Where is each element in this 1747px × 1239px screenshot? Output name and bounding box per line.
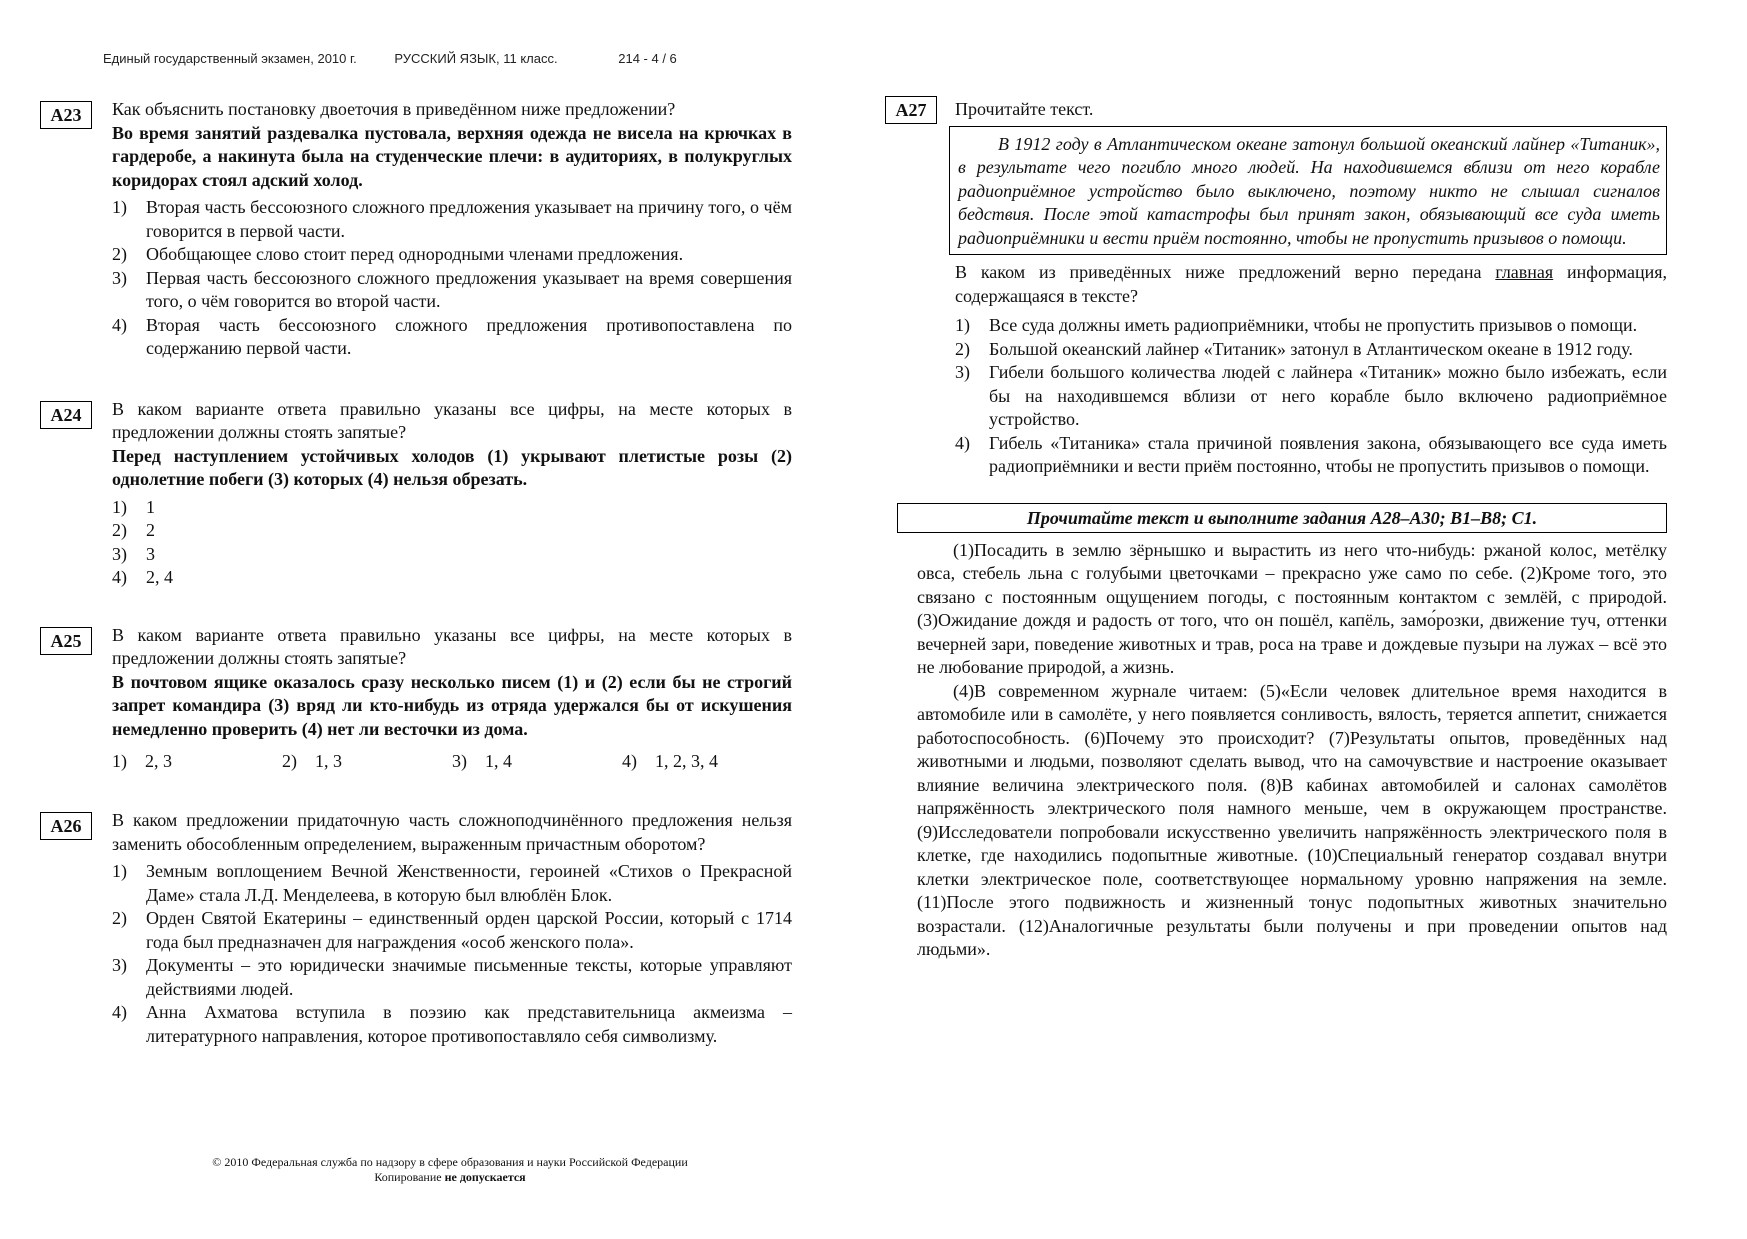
options-list bbox=[112, 860, 792, 1048]
option-4[interactable]: 4) Анна Ахматова вступила в поэзию как представительница акмеизма – литературного направления, которое противопоставляло себя символизму. bbox=[112, 1002, 792, 1046]
left-column bbox=[40, 98, 792, 1078]
task-intro: Прочитайте текст. bbox=[955, 99, 1094, 119]
quoted-passage: В 1912 году в Атлантическом океане затонул большой океанский лайнер «Титаник», в результате чего погибло много людей. На находившемся вблизи от него корабле радиоприёмное устройство было выключено, поэтому никто не слышал сигналов бедствия. После этой катастрофы был принят закон, обязывающий все суда иметь радиоприёмники и вести приём постоянно, чтобы не пропустить призывов о помощи. bbox=[949, 126, 1667, 256]
option-4[interactable]: 4) 2, 4 bbox=[112, 567, 173, 587]
task-id: A27 bbox=[885, 96, 937, 124]
option-1[interactable]: 1) Земным воплощением Вечной Женственности, героиней «Стихов о Прекрасной Даме» стала Л.Д. Менделеева, в которую был влюблён Блок. bbox=[112, 861, 792, 905]
option-1[interactable]: 1) 2, 3 bbox=[112, 751, 172, 771]
task-a23 bbox=[40, 98, 792, 361]
options-list bbox=[955, 314, 1667, 479]
option-1[interactable]: 1) 1 bbox=[112, 496, 155, 517]
option-3[interactable]: 3) Документы – это юридически значимые письменные тексты, которые управляют действиями людей. bbox=[112, 955, 792, 999]
options-row bbox=[112, 749, 792, 773]
reading-instructions-banner: Прочитайте текст и выполните задания А28–А30; В1–В8; С1. bbox=[897, 503, 1667, 533]
task-sentence: Перед наступлением устойчивых холодов (1) укрывают плетистые розы (2) однолетние побеги (3) которых (4) нельзя обрезать. bbox=[112, 445, 792, 489]
page-footer bbox=[170, 1155, 730, 1185]
option-3[interactable]: 3) 3 bbox=[112, 543, 155, 564]
task-a26 bbox=[40, 809, 792, 1048]
task-a25 bbox=[40, 624, 792, 774]
option-3[interactable]: 3) 1, 4 bbox=[452, 751, 512, 771]
options-list bbox=[112, 196, 792, 361]
exam-title: Единый государственный экзамен, 2010 г. bbox=[103, 51, 357, 66]
task-id: A23 bbox=[40, 101, 92, 129]
copy-notice: Копирование не допускается bbox=[374, 1170, 526, 1184]
option-2[interactable]: 2) 2 bbox=[112, 520, 155, 540]
task-sentence: В почтовом ящике оказалось сразу несколько писем (1) и (2) если бы не строгий запрет командира (3) вряд ли кто-нибудь из отряда удержался бы от искушения немедленно проверить (4) нет ли весточки из дома. bbox=[112, 671, 792, 739]
task-id: A24 bbox=[40, 401, 92, 429]
right-column bbox=[895, 98, 1667, 962]
option-4[interactable]: 4) Вторая часть бессоюзного сложного предложения противопоставлена по содержанию первой части. bbox=[112, 314, 792, 358]
text-paragraph: (1)Посадить в землю зёрнышко и вырастить из него что-нибудь: ржаной колос, метёлку овса, стебель льна с голубыми цветочками – прекрасно уже само по себе. (2)Кроме того, это связано с постоянным ощущением погоды, с постоянным контактом с землёй, с природой. (3)Ожидание дождя и радость от того, что он пошёл, капёль, замо́розки, движение туч, оттенки вечерней зари, поведение животных и трав, роса на траве и дождевые пузыри на лужах – всё это не любование природой, а жизнь. bbox=[917, 539, 1667, 677]
options-list bbox=[112, 496, 792, 590]
task-question: Как объяснить постановку двоеточия в приведённом ниже предложении? bbox=[112, 99, 676, 119]
task-question: В каком варианте ответа правильно указаны все цифры, на месте которых в предложении должны стоять запятые? bbox=[112, 398, 792, 442]
option-2[interactable]: 2) Орден Святой Екатерины – единственный орден царской России, который с 1714 года был предназначен для награждения «особ женского пола». bbox=[112, 908, 792, 952]
page-number: 214 - 4 / 6 bbox=[618, 51, 677, 66]
task-a27 bbox=[885, 98, 1667, 479]
option-1[interactable]: 1) Вторая часть бессоюзного сложного предложения указывает на причину того, о чём говорится в первой части. bbox=[112, 197, 792, 241]
task-question: В каком предложении придаточную часть сложноподчинённого предложения нельзя заменить обособленным определением, выраженным причастным оборотом? bbox=[112, 810, 792, 854]
option-3[interactable]: 3) Гибели большого количества людей с лайнера «Титаник» можно было избежать, если бы на находившемся вблизи от него корабле было включено радиоприёмное устройство. bbox=[955, 362, 1667, 429]
task-question: В каком из приведённых ниже предложений верно передана главная информация, содержащаяся в тексте? bbox=[955, 262, 1667, 306]
text-paragraph: (4)В современном журнале читаем: (5)«Если человек длительное время находится в автомобиле или в самолёте, у него появляется сонливость, вялость, теряется аппетит, снижается работоспособность. (6)Почему это происходит? (7)Результаты опытов, проведённых над животными и людьми, позволяют сделать вывод, что на самочувствие и настроение оказывает влияние величина электрического поля. (8)В кабинах автомобилей и салонах самолётов напряжённость электрического поля намного меньше, чем в окружающем пространстве. (9)Исследователи попробовали искусственно увеличить напряжённость электрического поля в клетке, где находились подопытные животные. (10)Специальный генератор создавал внутри клетки электрическое поле, соответствующее нормальному уровню напряжения на земле. (11)После этого подвижность и жизненный тонус подопытных животных значительно возрастали. (12)Аналогичные результаты были получены и при проведении опытов над людьми». bbox=[917, 680, 1667, 959]
reading-text bbox=[917, 539, 1667, 962]
option-2[interactable]: 2) Обобщающее слово стоит перед однородными членами предложения. bbox=[112, 244, 684, 264]
copyright-line: © 2010 Федеральная служба по надзору в сфере образования и науки Российской Федерации bbox=[212, 1155, 688, 1169]
option-1[interactable]: 1) Все суда должны иметь радиоприёмники, чтобы не пропустить призывов о помощи. bbox=[955, 315, 1638, 335]
task-a24 bbox=[40, 398, 792, 590]
task-id: A25 bbox=[40, 627, 92, 655]
option-4[interactable]: 4) 1, 2, 3, 4 bbox=[622, 751, 718, 771]
page-header bbox=[103, 51, 677, 66]
option-2[interactable]: 2) 1, 3 bbox=[282, 751, 342, 771]
task-id: A26 bbox=[40, 812, 92, 840]
task-sentence: Во время занятий раздевалка пустовала, верхняя одежда не висела на крючках в гардеробе, а накинута была на студенческие плечи: в аудиториях, в полукруглых коридорах стоял адский холод. bbox=[112, 122, 792, 190]
option-2[interactable]: 2) Большой океанский лайнер «Титаник» затонул в Атлантическом океане в 1912 году. bbox=[955, 338, 1633, 359]
option-4[interactable]: 4) Гибель «Титаника» стала причиной появления закона, обязывающего все суда иметь радиоприёмники и вести приём постоянно, чтобы не пропустить призывов о помощи. bbox=[955, 432, 1667, 476]
option-3[interactable]: 3) Первая часть бессоюзного сложного предложения указывает на время совершения того, о чём говорится во второй части. bbox=[112, 267, 792, 311]
subject-title: РУССКИЙ ЯЗЫК, 11 класс. bbox=[394, 51, 558, 66]
task-question: В каком варианте ответа правильно указаны все цифры, на месте которых в предложении должны стоять запятые? bbox=[112, 624, 792, 668]
